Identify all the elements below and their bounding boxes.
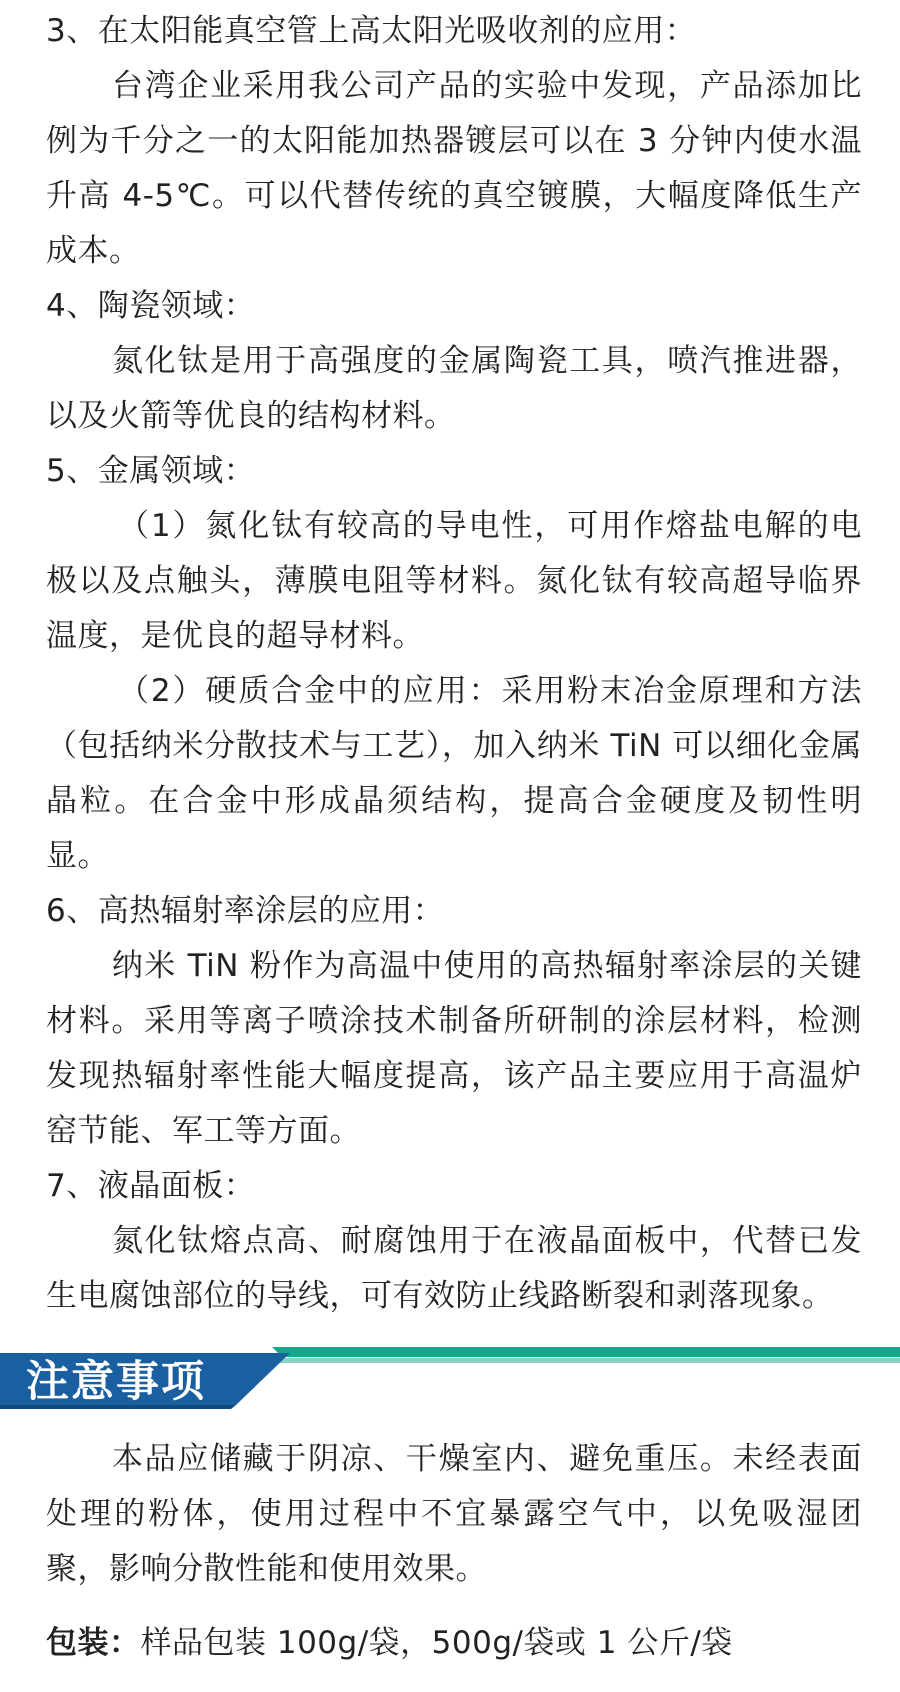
applications-section bbox=[46, 4, 862, 1324]
teal-stripe-lower bbox=[262, 1358, 900, 1363]
paragraph-metal-2: （2）硬质合金中的应用：采用粉末冶金原理和方法（包括纳米分散技术与工艺），加入纳米 TiN 可以细化金属晶粒。在合金中形成晶须结构，提高合金硬度及韧性明显。 bbox=[46, 673, 862, 874]
section-heading-7: 7、液晶面板： bbox=[46, 1168, 256, 1204]
paragraph-metal-1: （1）氮化钛有较高的导电性，可用作熔盐电解的电极以及点触头，薄膜电阻等材料。氮化钛有较高超导临界温度，是优良的超导材料。 bbox=[46, 508, 862, 654]
packaging-label: 包装： bbox=[46, 1625, 141, 1661]
paragraph-coating: 纳米 TiN 粉作为高温中使用的高热辐射率涂层的关键材料。采用等离子喷涂技术制备所研制的涂层材料，检测发现热辐射率性能大幅度提高，该产品主要应用于高温炉窑节能、军工等方面。 bbox=[46, 948, 862, 1149]
paragraph-solar: 台湾企业采用我公司产品的实验中发现，产品添加比例为千分之一的太阳能加热器镀层可以在 3 分钟内使水温升高 4-5℃。可以代替传统的真空镀膜，大幅度降低生产成本。 bbox=[46, 68, 862, 269]
notice-section bbox=[46, 1432, 862, 1597]
teal-stripe bbox=[272, 1347, 900, 1357]
packaging-value: 样品包装 100g/袋，500g/袋或 1 公斤/袋 bbox=[140, 1625, 733, 1661]
section-heading-4: 4、陶瓷领域： bbox=[46, 288, 256, 324]
packaging-line bbox=[46, 1616, 876, 1671]
paragraph-ceramics: 氮化钛是用于高强度的金属陶瓷工具，喷汽推进器，以及火箭等优良的结构材料。 bbox=[46, 343, 862, 434]
notice-body: 本品应储藏于阴凉、干燥室内、避免重压。未经表面处理的粉体，使用过程中不宜暴露空气中，以免吸湿团聚，影响分散性能和使用效果。 bbox=[46, 1441, 862, 1587]
section-heading-6: 6、高热辐射率涂层的应用： bbox=[46, 893, 445, 929]
section-heading-5: 5、金属领域： bbox=[46, 453, 256, 489]
section-heading-3: 3、在太阳能真空管上高太阳光吸收剂的应用： bbox=[46, 13, 697, 49]
packaging-text bbox=[46, 1616, 876, 1671]
notice-title: 注意事项 bbox=[26, 1357, 206, 1407]
paragraph-lcd: 氮化钛熔点高、耐腐蚀用于在液晶面板中，代替已发生电腐蚀部位的导线，可有效防止线路断裂和剥落现象。 bbox=[46, 1223, 862, 1314]
